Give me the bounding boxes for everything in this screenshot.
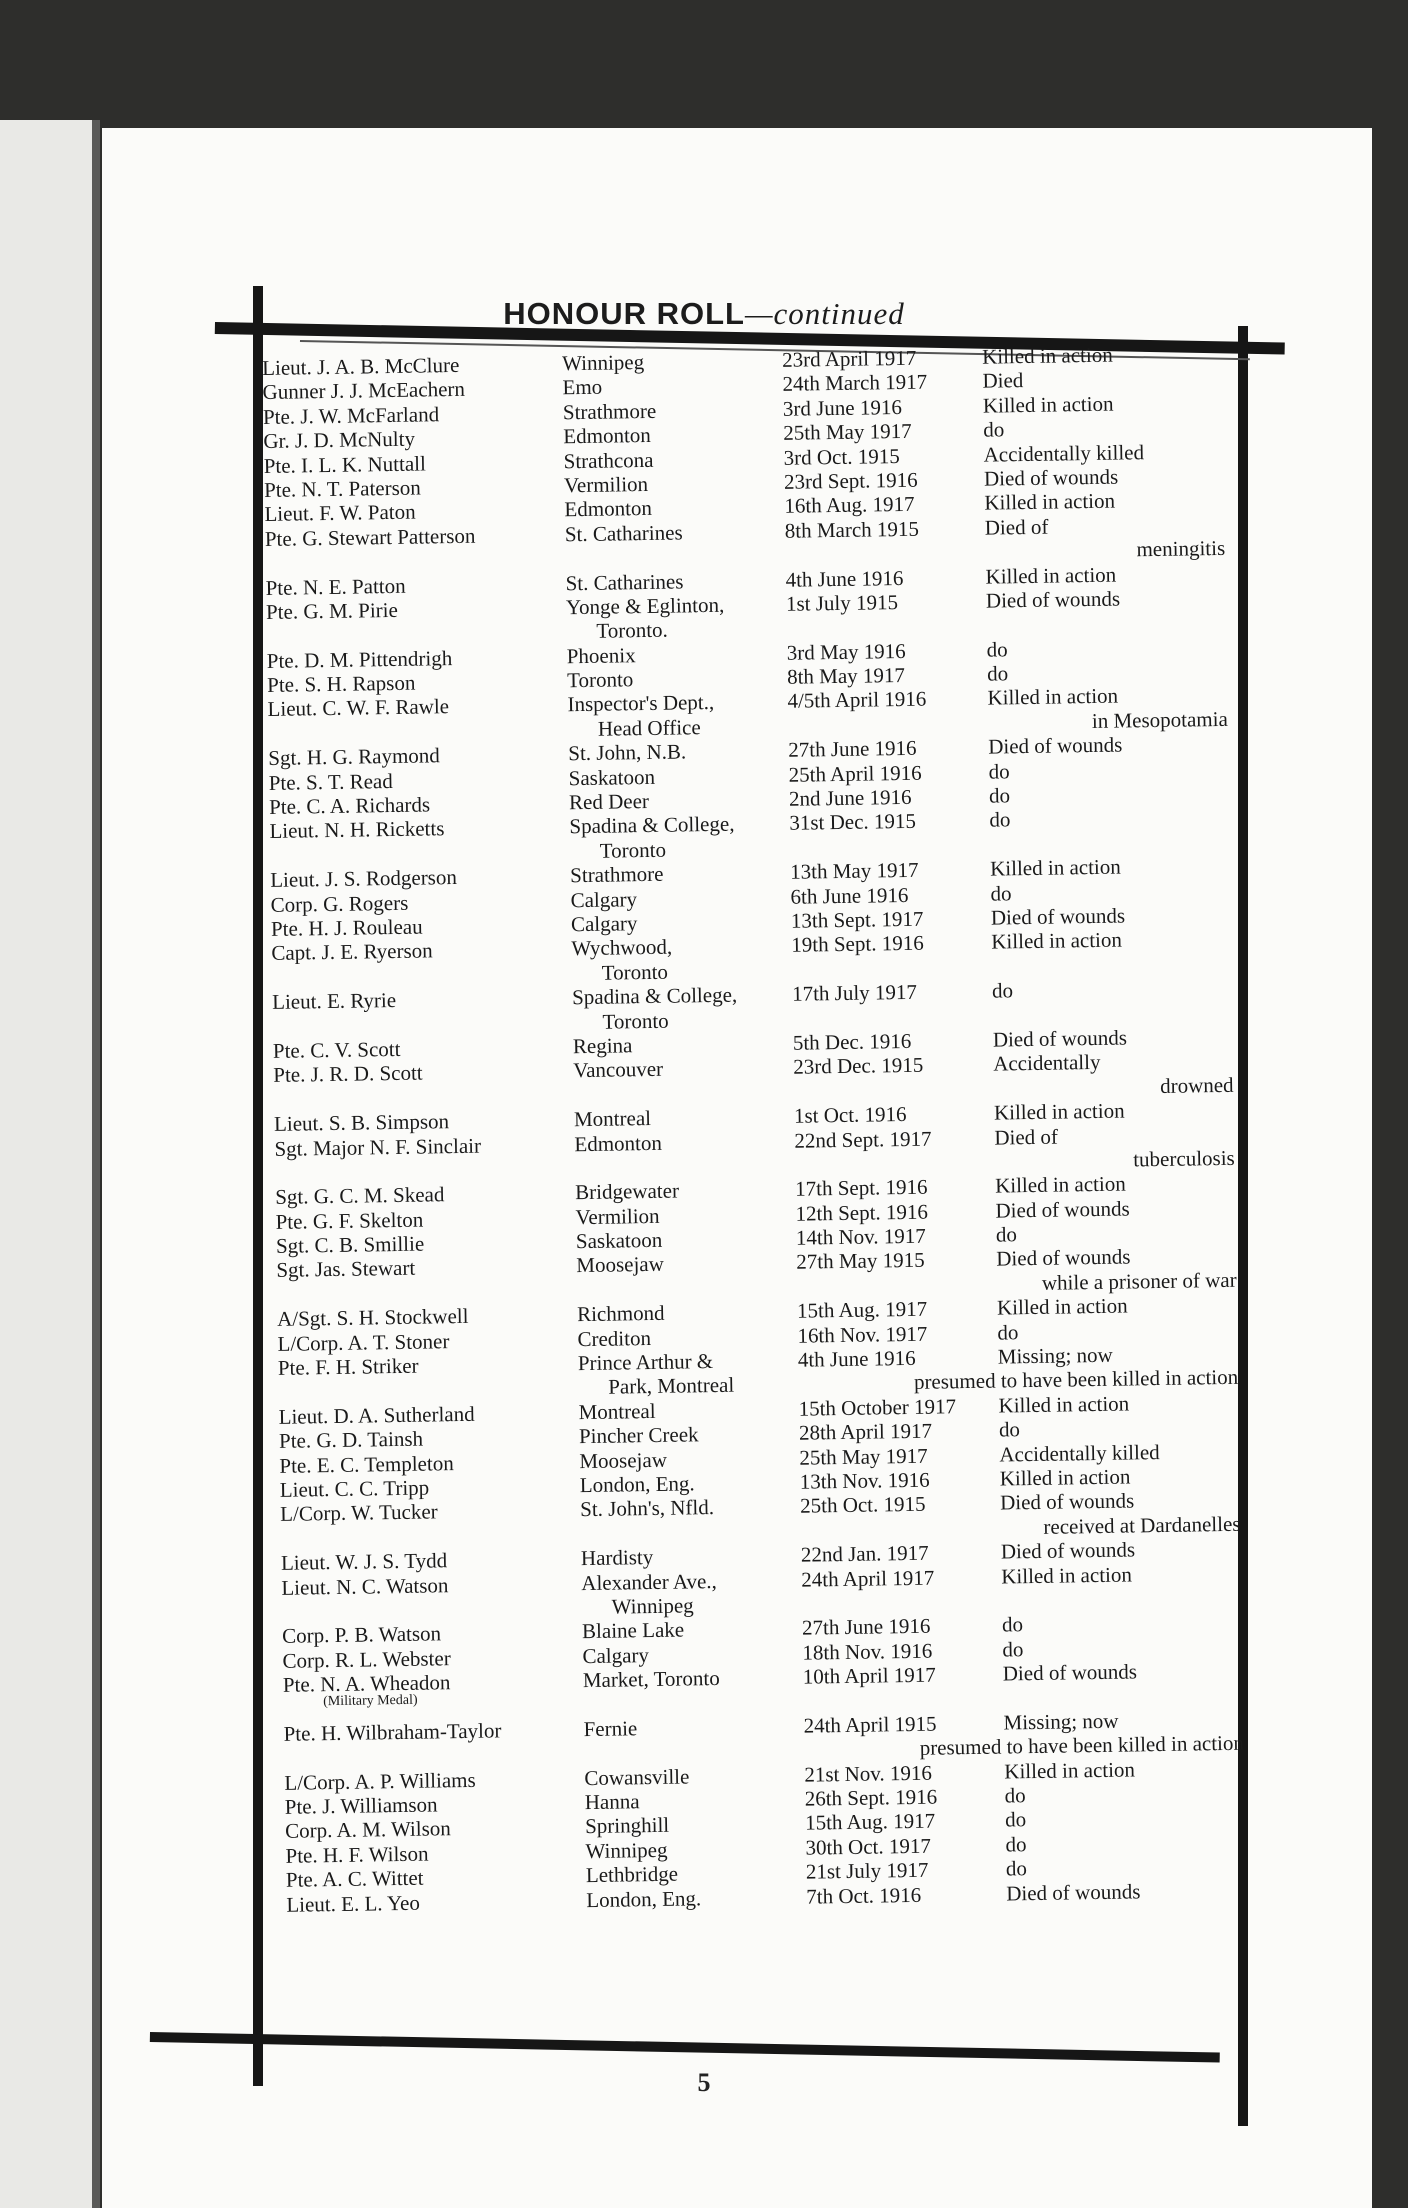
entry-fate: do	[988, 758, 1010, 784]
entry-name: Sgt. H. G. Raymond	[268, 743, 441, 771]
entry-fate: Died of wounds	[990, 903, 1126, 930]
entry-date: 16th Aug. 1917	[784, 492, 915, 519]
entry-fate: do	[986, 661, 1009, 686]
entry-date: 23rd April 1917	[781, 345, 917, 372]
entry-name: Lieut. E. L. Yeo	[286, 1890, 421, 1917]
entry-place: Pincher Creek	[578, 1422, 699, 1449]
entry-place: Market, Toronto	[582, 1666, 720, 1693]
entry-fate: Died of wounds	[996, 1244, 1131, 1272]
entry-date: 25th Oct. 1915	[799, 1492, 926, 1519]
entry-place: Montreal	[573, 1106, 652, 1132]
entry-fate: Killed in action	[1004, 1757, 1136, 1784]
entry-name: Pte. N. T. Paterson	[263, 475, 421, 502]
entry-fate: do	[986, 637, 1008, 662]
entry-fate: do	[1002, 1636, 1024, 1662]
entry-place-continued: Head Office	[597, 715, 701, 741]
entry-place: Winnipeg	[561, 350, 645, 376]
entry-fate: do	[990, 880, 1012, 906]
entry-fate: Died of wounds	[992, 1025, 1128, 1052]
entry-fate-continued: presumed to have been killed in action	[919, 1731, 1245, 1761]
entry-fate-continued: tuberculosis	[1133, 1145, 1235, 1172]
entry-place-continued: Toronto.	[596, 617, 668, 644]
entry-name: Pte. G. D. Tainsh	[278, 1426, 424, 1454]
entry-fate: do	[1001, 1612, 1024, 1637]
entry-name: Sgt. Major N. F. Sinclair	[274, 1133, 482, 1161]
entry-name: L/Corp. A. P. Williams	[284, 1767, 476, 1795]
entry-place: London, Eng.	[586, 1885, 702, 1912]
entry-place: Spadina & College,	[571, 982, 738, 1010]
entry-date: 17th Sept. 1916	[794, 1174, 928, 1202]
entry-date: 13th Sept. 1917	[790, 906, 924, 933]
entry-name: Lieut. J. S. Rodgerson	[270, 865, 458, 893]
entry-date: 23rd Sept. 1916	[783, 467, 918, 494]
entry-fate: Killed in action	[993, 1098, 1125, 1125]
entry-name: Lieut. E. Ryrie	[271, 988, 397, 1015]
entry-name: Pte. G. Stewart Patterson	[264, 523, 476, 551]
entry-name: Pte. S. H. Rapson	[266, 670, 416, 698]
entry-name: Gunner J. J. McEachern	[262, 377, 466, 405]
entry-name: Pte. I. L. K. Nuttall	[263, 451, 427, 478]
entry-place: Calgary	[582, 1642, 650, 1668]
entry-fate: do	[983, 417, 1005, 442]
entry-place: Red Deer	[568, 789, 650, 815]
entry-date: 21st Nov. 1916	[804, 1760, 933, 1787]
facing-page	[0, 120, 96, 2208]
entry-name: L/Corp. W. Tucker	[280, 1499, 438, 1527]
entry-fate: Accidentally killed	[999, 1439, 1160, 1467]
entry-date: 21st July 1917	[805, 1857, 929, 1884]
entry-date: 18th Nov. 1916	[802, 1638, 933, 1665]
page-title	[0, 296, 1408, 332]
entry-place: Vancouver	[573, 1057, 664, 1083]
entry-name: Lieut. J. A. B. McClure	[262, 352, 460, 380]
entry-date: 16th Nov. 1917	[797, 1321, 928, 1348]
entry-fate-continued: in Mesopotamia	[1091, 706, 1229, 733]
entry-fate-continued: presumed to have been killed in action	[913, 1365, 1239, 1395]
entry-fate: Killed in action	[989, 854, 1121, 881]
entry-fate: Killed in action	[987, 684, 1119, 711]
title-suffix: —continued	[744, 296, 905, 331]
entry-fate: do	[988, 783, 1011, 808]
entry-fate: Killed in action	[991, 927, 1123, 954]
entry-date: 30th Oct. 1917	[805, 1833, 932, 1860]
entry-date: 17th July 1917	[791, 979, 918, 1006]
entry-date: 10th April 1917	[802, 1662, 937, 1689]
entry-date: 4th June 1916	[785, 565, 904, 592]
entry-name: Pte. A. C. Wittet	[285, 1865, 424, 1893]
entry-name: Lieut. N. H. Ricketts	[269, 816, 445, 844]
entry-name: Pte. N. E. Patton	[265, 573, 406, 600]
entry-name: Pte. J. R. D. Scott	[273, 1060, 423, 1088]
entry-date: 13th May 1917	[789, 857, 919, 884]
entry-place: Inspector's Dept.,	[567, 690, 715, 717]
entry-place: St. John, N.B.	[568, 739, 687, 766]
entry-fate: Killed in action	[981, 342, 1113, 369]
entry-place: Moosejaw	[576, 1252, 665, 1278]
entry-fate-continued: drowned	[1159, 1072, 1234, 1098]
frame-left	[253, 286, 263, 2086]
entry-place: Yonge & Eglinton,	[565, 592, 725, 620]
entry-place: Strathmore	[570, 861, 664, 888]
entry-fate: Accidentally	[993, 1050, 1101, 1076]
entry-place: Moosejaw	[579, 1447, 668, 1473]
entry-date: 6th June 1916	[790, 882, 909, 909]
entry-fate: Died of wounds	[983, 464, 1119, 491]
entry-name: Corp. G. Rogers	[270, 890, 409, 917]
entry-name: Lieut. C. C. Tripp	[279, 1475, 430, 1502]
entry-name: Pte. H. F. Wilson	[285, 1841, 429, 1868]
entry-name: Corp. P. B. Watson	[281, 1621, 442, 1649]
entry-place: St. Catharines	[564, 520, 683, 546]
entry-name: L/Corp. A. T. Stoner	[277, 1328, 450, 1356]
entry-fate: Killed in action	[985, 562, 1117, 589]
entry-name: Pte. F. H. Striker	[277, 1353, 419, 1380]
entry-place: Saskatoon	[568, 764, 656, 790]
entry-date: 7th Oct. 1916	[806, 1882, 922, 1909]
entry-name: Pte. G. M. Pirie	[265, 597, 399, 624]
entry-name: Pte. J. W. McFarland	[262, 402, 440, 429]
entry-fate: Died of wounds	[1006, 1879, 1141, 1906]
entry-name: Lieut. S. B. Simpson	[273, 1109, 450, 1137]
entry-place: Edmonton	[574, 1130, 663, 1156]
entry-date: 28th April 1917	[798, 1418, 933, 1445]
entry-date: 8th March 1915	[784, 516, 920, 543]
entry-place: St. John's, Nfld.	[579, 1495, 715, 1522]
entry-place-continued: Toronto	[602, 1008, 669, 1034]
entry-name: Capt. J. E. Ryerson	[271, 938, 433, 966]
entry-place: London, Eng.	[579, 1471, 695, 1498]
entry-date: 27th May 1915	[796, 1248, 925, 1275]
entry-name: Pte. D. M. Pittendrigh	[266, 645, 453, 673]
entry-place: Crediton	[577, 1325, 652, 1351]
entry-place-continued: Winnipeg	[611, 1593, 694, 1619]
entry-fate: Died	[982, 368, 1024, 394]
entry-place: Alexander Ave.,	[581, 1568, 717, 1595]
entry-date: 22nd Sept. 1917	[794, 1126, 932, 1153]
entry-fate: do	[1005, 1832, 1027, 1857]
entry-place-continued: Toronto	[601, 959, 669, 985]
entry-place: Emo	[562, 375, 603, 400]
entry-fate: Killed in action	[996, 1293, 1128, 1320]
entry-fate: Killed in action	[994, 1171, 1126, 1198]
entry-fate: Died of wounds	[1002, 1659, 1138, 1686]
entry-date: 19th Sept. 1916	[791, 931, 924, 958]
entry-fate: Died of wounds	[995, 1196, 1130, 1223]
entry-name: Lieut. C. W. F. Rawle	[267, 694, 450, 722]
honour-roll-list	[262, 341, 1248, 2036]
entry-name: Sgt. C. B. Smillie	[275, 1231, 425, 1258]
entry-place: Regina	[572, 1033, 633, 1059]
entry-fate: Killed in action	[998, 1391, 1130, 1418]
entry-place: Cowansville	[584, 1764, 690, 1790]
entry-place: Hanna	[584, 1789, 640, 1815]
entry-date: 31st Dec. 1915	[789, 809, 917, 836]
entry-date: 27th June 1916	[801, 1613, 931, 1640]
entry-date: 15th Aug. 1917	[804, 1809, 936, 1836]
entry-fate: Died of wounds	[1000, 1537, 1136, 1564]
entry-name: Lieut. F. W. Paton	[264, 499, 416, 527]
entry-fate: Died of wounds	[999, 1488, 1135, 1515]
entry-name: Sgt. G. C. M. Skead	[275, 1182, 445, 1210]
entry-name: Pte. N. A. Wheadon	[282, 1670, 451, 1697]
entry-fate: do	[995, 1222, 1018, 1247]
entry-name: Gr. J. D. McNulty	[263, 426, 416, 454]
entry-place: Blaine Lake	[581, 1617, 685, 1644]
entry-place: Spadina & College,	[569, 812, 735, 839]
entry-fate: do	[1004, 1807, 1027, 1832]
entry-place: Saskatoon	[575, 1227, 663, 1254]
entry-date: 23rd Dec. 1915	[793, 1053, 924, 1080]
entry-date: 13th Nov. 1916	[799, 1467, 930, 1494]
entry-fate: do	[998, 1417, 1021, 1442]
entry-name: A/Sgt. S. H. Stockwell	[276, 1304, 469, 1332]
entry-fate: Died of wounds	[985, 586, 1121, 613]
entry-name: Pte. H. Wilbraham-Taylor	[283, 1718, 502, 1746]
entry-place: Bridgewater	[574, 1178, 680, 1205]
entry-date: 27th June 1916	[788, 736, 917, 763]
entry-fate: do	[989, 807, 1011, 833]
entry-place: Toronto	[566, 667, 634, 693]
entry-place: Wychwood,	[571, 935, 673, 961]
entry-date: 5th Dec. 1916	[792, 1028, 912, 1055]
entry-date: 2nd June 1916	[788, 784, 912, 811]
entry-name: Corp. R. L. Webster	[282, 1645, 451, 1673]
entry-date: 15th October 1917	[798, 1394, 957, 1421]
entry-fate: Died of	[994, 1124, 1059, 1150]
entry-decoration: (Military Medal)	[323, 1693, 418, 1710]
entry-date: 14th Nov. 1917	[795, 1223, 926, 1250]
entry-place: Richmond	[576, 1301, 665, 1327]
entry-name: Sgt. Jas. Stewart	[276, 1256, 416, 1283]
entry-date: 22nd Jan. 1917	[800, 1540, 929, 1567]
entry-name: Pte. C. A. Richards	[268, 792, 431, 819]
entry-date: 12th Sept. 1916	[795, 1199, 929, 1226]
entry-place: Fernie	[583, 1716, 638, 1741]
entry-fate: Accidentally killed	[983, 439, 1145, 467]
entry-name: Lieut. N. C. Watson	[281, 1572, 449, 1600]
entry-date: 24th April 1917	[801, 1565, 935, 1592]
page-number: 5	[697, 2068, 711, 2097]
entry-date: 4/5th April 1916	[787, 687, 927, 714]
entry-fate-continued: meningitis	[1136, 536, 1226, 562]
entry-date: 15th Aug. 1917	[796, 1296, 928, 1323]
entry-place: Vermilion	[575, 1203, 660, 1229]
entry-place: Prince Arthur &	[577, 1349, 714, 1376]
entry-fate: Missing; now	[1003, 1708, 1119, 1735]
entry-fate: do	[1004, 1783, 1026, 1808]
entry-place: St. Catharines	[565, 568, 684, 595]
entry-fate: Killed in action	[1001, 1562, 1133, 1589]
entry-date: 25th April 1916	[788, 760, 922, 787]
entry-name: Pte. J. Williamson	[284, 1792, 438, 1819]
entry-date: 8th May 1917	[786, 663, 906, 689]
entry-place: Hardisty	[580, 1545, 654, 1571]
entry-place: Phoenix	[566, 642, 636, 668]
entry-fate: Killed in action	[984, 488, 1116, 516]
entry-place-continued: Park, Montreal	[608, 1373, 735, 1400]
entry-place: Vermilion	[563, 471, 649, 498]
entry-name: Pte. E. C. Templeton	[279, 1450, 454, 1478]
entry-place: Calgary	[570, 886, 638, 912]
entry-place-continued: Toronto	[599, 837, 667, 863]
entry-fate: do	[997, 1319, 1019, 1345]
entry-place: Springhill	[584, 1813, 670, 1839]
entry-place: Strathcona	[563, 447, 654, 473]
entry-date: 3rd Oct. 1915	[783, 443, 900, 470]
entry-place: Montreal	[578, 1398, 656, 1424]
entry-fate-continued: while a prisoner of war	[1041, 1267, 1237, 1295]
entry-fate: Died of wounds	[988, 732, 1123, 759]
entry-fate: Died of	[984, 514, 1049, 540]
entry-name: Pte. C. V. Scott	[272, 1036, 401, 1063]
entry-name: Lieut. W. J. S. Tydd	[280, 1548, 448, 1575]
entry-place: Lethbridge	[585, 1861, 679, 1888]
entry-date: 25th May 1917	[799, 1443, 928, 1470]
entry-date: 25th May 1917	[783, 418, 912, 445]
entry-date: 4th June 1916	[797, 1345, 916, 1372]
entry-name: Lieut. D. A. Sutherland	[278, 1401, 475, 1429]
entry-fate: Killed in action	[982, 391, 1114, 418]
entry-place: Calgary	[570, 911, 638, 937]
entry-date: 24th March 1917	[782, 369, 928, 397]
title-main: HONOUR ROLL	[503, 296, 745, 331]
entry-date: 1st Oct. 1916	[793, 1102, 907, 1128]
entry-fate: Missing; now	[997, 1342, 1113, 1369]
entry-place: Strathmore	[562, 398, 657, 425]
entry-fate: Killed in action	[999, 1464, 1131, 1491]
entry-place: Edmonton	[563, 423, 651, 449]
entry-name: Pte. S. T. Read	[268, 768, 393, 795]
entry-place: Edmonton	[564, 496, 653, 522]
entry-date: 26th Sept. 1916	[804, 1784, 938, 1811]
entry-date: 3rd June 1916	[782, 394, 903, 421]
entry-fate: do	[991, 978, 1014, 1003]
entry-date: 3rd May 1916	[786, 638, 906, 665]
entry-date: 1st July 1915	[785, 589, 899, 616]
binding-shadow	[92, 120, 100, 2208]
entry-fate: do	[1005, 1856, 1028, 1881]
entry-place: Winnipeg	[585, 1837, 668, 1863]
entry-name: Pte. H. J. Rouleau	[270, 914, 423, 941]
entry-date: 24th April 1915	[803, 1711, 937, 1738]
entry-name: Corp. A. M. Wilson	[284, 1816, 451, 1844]
entry-fate-continued: received at Dardanelles	[1043, 1511, 1241, 1539]
entry-name: Pte. G. F. Skelton	[275, 1207, 424, 1234]
